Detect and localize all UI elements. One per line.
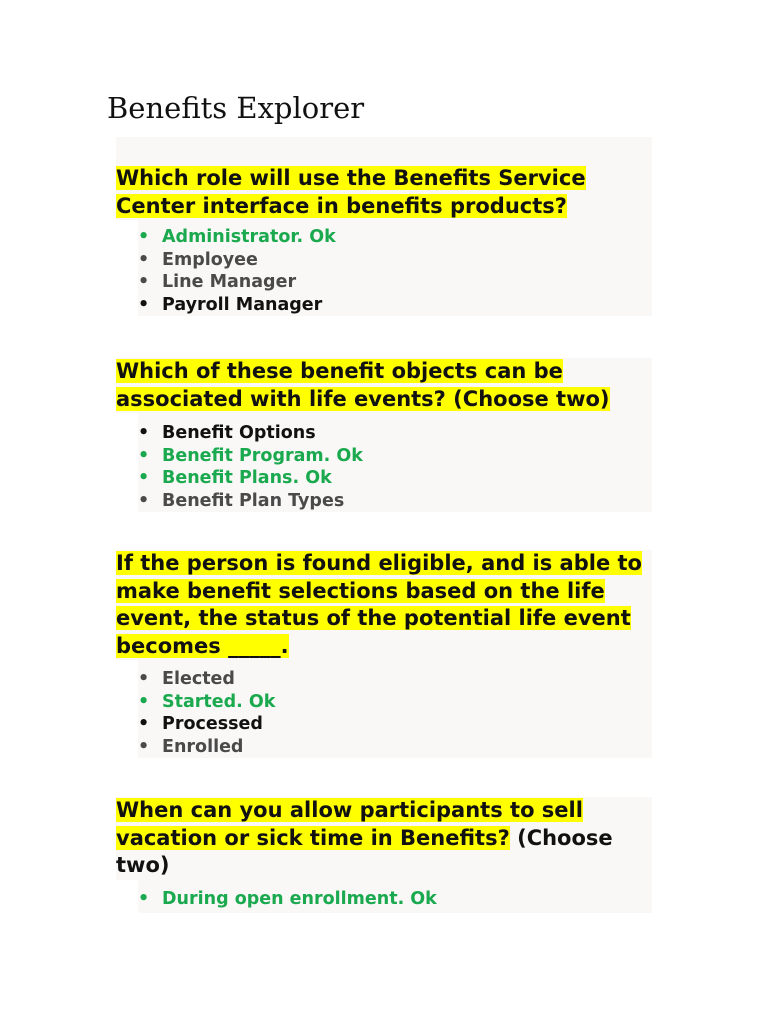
answer-list-3 xyxy=(138,660,652,758)
page-title: Benefits Explorer xyxy=(107,91,365,125)
question-block-3 xyxy=(116,550,652,758)
answer-1-2: • Employee xyxy=(138,249,652,272)
answer-2-1: • Benefit Options xyxy=(138,422,652,445)
answer-1-1: • Administrator. Ok xyxy=(138,226,652,249)
answer-2-4: • Benefit Plan Types xyxy=(138,490,652,513)
answer-3-2: • Started. Ok xyxy=(138,691,652,714)
answer-1-3: • Line Manager xyxy=(138,271,652,294)
question-highlight-2: Which of these benefit objects can be associated with life events? (Choose two) xyxy=(116,359,610,411)
answer-2-3: • Benefit Plans. Ok xyxy=(138,467,652,490)
question-block-4 xyxy=(116,797,652,913)
question-text-2 xyxy=(116,358,652,413)
answer-list-2 xyxy=(138,413,652,512)
answer-3-3: • Processed xyxy=(138,713,652,736)
answer-list-1 xyxy=(138,220,652,316)
question-text-3 xyxy=(116,550,652,660)
question-block-2 xyxy=(116,358,652,512)
question-text-1 xyxy=(116,165,652,220)
answer-1-4: • Payroll Manager xyxy=(138,294,652,317)
answer-list-4 xyxy=(138,880,652,914)
question-highlight-4: When can you allow participants to sell vacation or sick time in Benefits? xyxy=(116,798,583,850)
answer-3-1: • Elected xyxy=(138,668,652,691)
answer-3-4: • Enrolled xyxy=(138,736,652,759)
question-block-1 xyxy=(116,137,652,316)
answer-4-1: • During open enrollment. Ok xyxy=(138,888,652,911)
question-suffix-4: (Choose two) xyxy=(116,825,613,877)
question-text-4 xyxy=(116,797,652,880)
question-highlight-1: Which role will use the Benefits Service Center interface in benefits products? xyxy=(116,166,586,218)
answer-2-2: • Benefit Program. Ok xyxy=(138,445,652,468)
question-highlight-3: If the person is found eligible, and is able to make benefit selections based on the life event, the status of the potential life event becomes _____. xyxy=(116,551,642,658)
